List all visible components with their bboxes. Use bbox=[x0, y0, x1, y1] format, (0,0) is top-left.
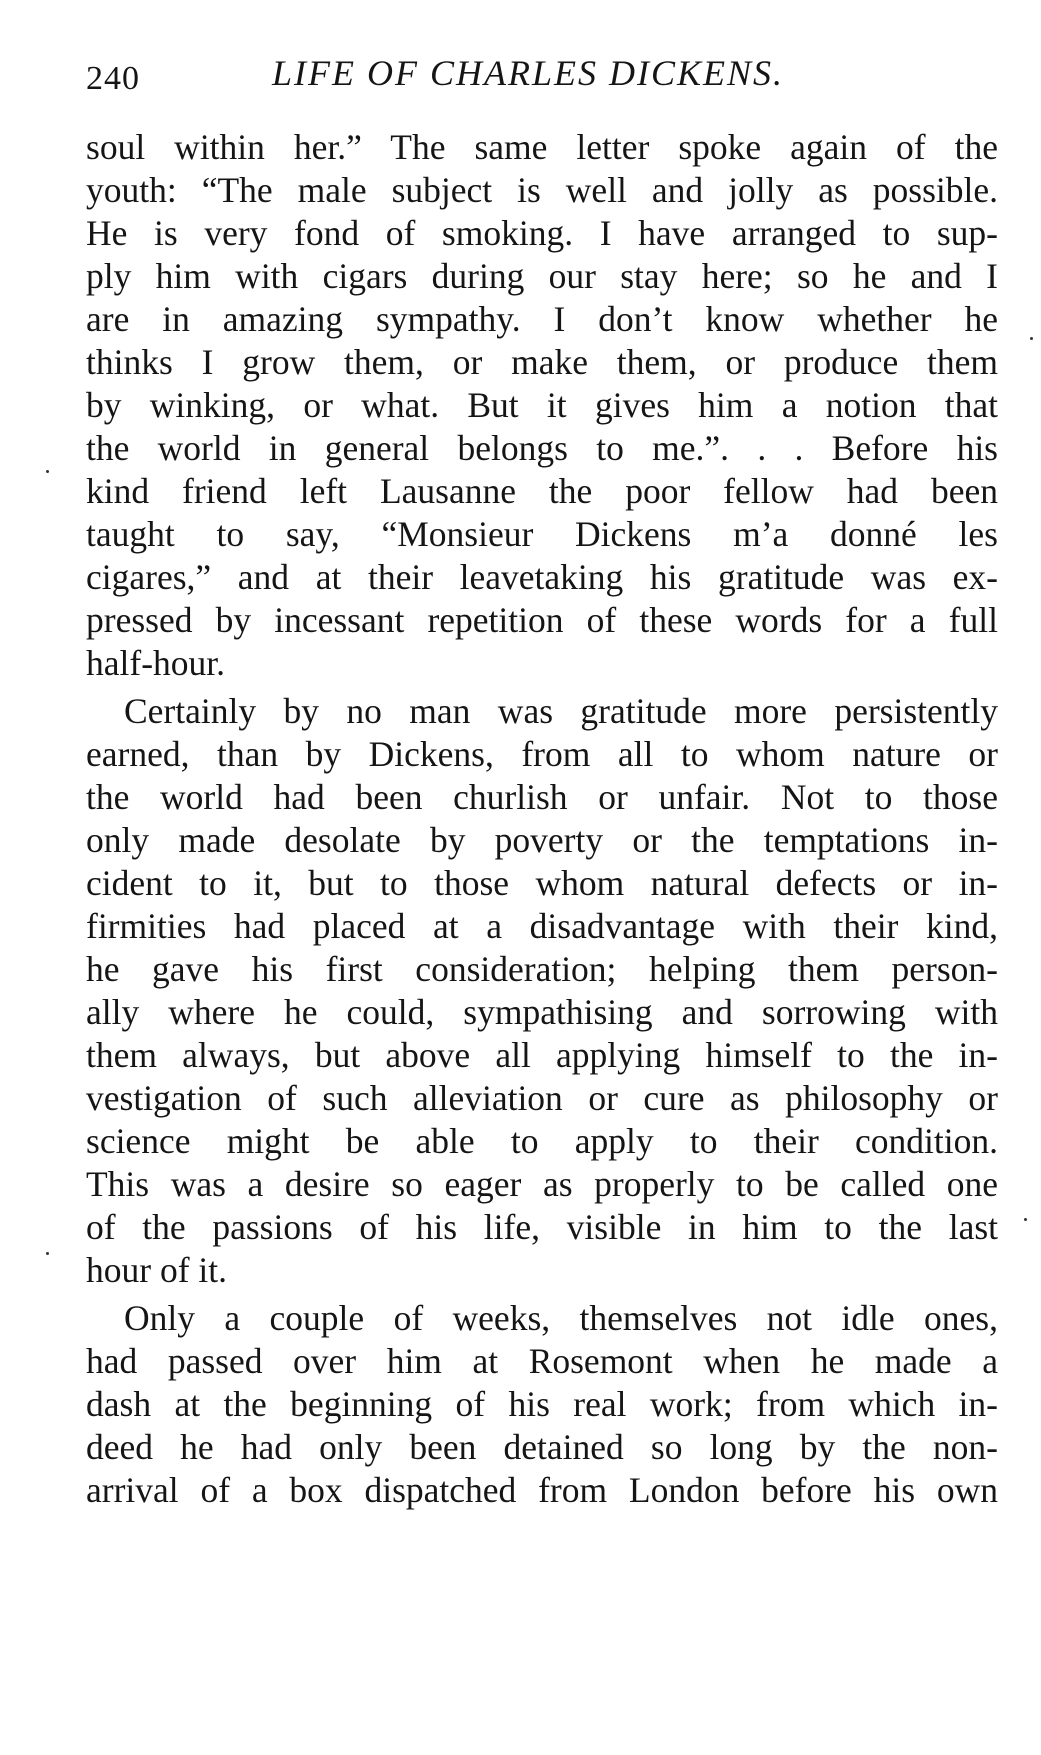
text-line: youth: “The male subject is well and jolly as possible. bbox=[86, 170, 998, 210]
text-line: dash at the beginning of his real work; from which in- bbox=[86, 1384, 998, 1424]
text-line: only made desolate by poverty or the temptations in- bbox=[86, 820, 998, 860]
text-line: cigares,” and at their leavetaking his gratitude was ex- bbox=[86, 557, 998, 597]
text-line: the world in general belongs to me.”. . . Before his bbox=[86, 428, 998, 468]
text-line: earned, than by Dickens, from all to whom nature or bbox=[86, 734, 998, 774]
text-line: deed he had only been detained so long by the non- bbox=[86, 1427, 998, 1467]
text-line: hour of it. bbox=[86, 1250, 227, 1290]
text-line: pressed by incessant repetition of these words for a full bbox=[86, 600, 998, 640]
text-line: the world had been churlish or unfair. Not to those bbox=[86, 777, 998, 817]
paragraph-first-line: Only a couple of weeks, themselves not idle ones, bbox=[124, 1298, 998, 1338]
text-line: vestigation of such alleviation or cure as philosophy or bbox=[86, 1078, 998, 1118]
running-head bbox=[86, 52, 1000, 102]
page-number: 240 bbox=[86, 60, 140, 97]
text-line: had passed over him at Rosemont when he made a bbox=[86, 1341, 998, 1381]
text-line: kind friend left Lausanne the poor fellow had been bbox=[86, 471, 998, 511]
text-line: by winking, or what. But it gives him a notion that bbox=[86, 385, 998, 425]
text-line: soul within her.” The same letter spoke again of the bbox=[86, 127, 998, 167]
paragraph-first-line: Certainly by no man was gratitude more persistently bbox=[124, 691, 998, 731]
text-line: firmities had placed at a disadvantage with their kind, bbox=[86, 906, 998, 946]
text-line: he gave his first consideration; helping them person- bbox=[86, 949, 998, 989]
text-line: half-hour. bbox=[86, 643, 226, 683]
text-line: cident to it, but to those whom natural defects or in- bbox=[86, 863, 998, 903]
margin-speck bbox=[46, 1252, 49, 1255]
text-line: of the passions of his life, visible in him to the last bbox=[86, 1207, 998, 1247]
text-line: taught to say, “Monsieur Dickens m’a donné les bbox=[86, 514, 998, 554]
text-line: ally where he could, sympathising and sorrowing with bbox=[86, 992, 998, 1032]
running-title: LIFE OF CHARLES DICKENS. bbox=[272, 53, 784, 93]
text-line: He is very fond of smoking. I have arranged to sup- bbox=[86, 213, 998, 253]
margin-speck bbox=[46, 470, 49, 473]
text-line: science might be able to apply to their condition. bbox=[86, 1121, 998, 1161]
margin-speck bbox=[1024, 1218, 1027, 1221]
margin-speck bbox=[1030, 337, 1033, 340]
text-line: them always, but above all applying himself to the in- bbox=[86, 1035, 998, 1075]
text-line: arrival of a box dispatched from London before his own bbox=[86, 1470, 998, 1510]
text-line: This was a desire so eager as properly to be called one bbox=[86, 1164, 998, 1204]
text-line: ply him with cigars during our stay here; so he and I bbox=[86, 256, 998, 296]
text-line: thinks I grow them, or make them, or produce them bbox=[86, 342, 998, 382]
text-line: are in amazing sympathy. I don’t know whether he bbox=[86, 299, 998, 339]
